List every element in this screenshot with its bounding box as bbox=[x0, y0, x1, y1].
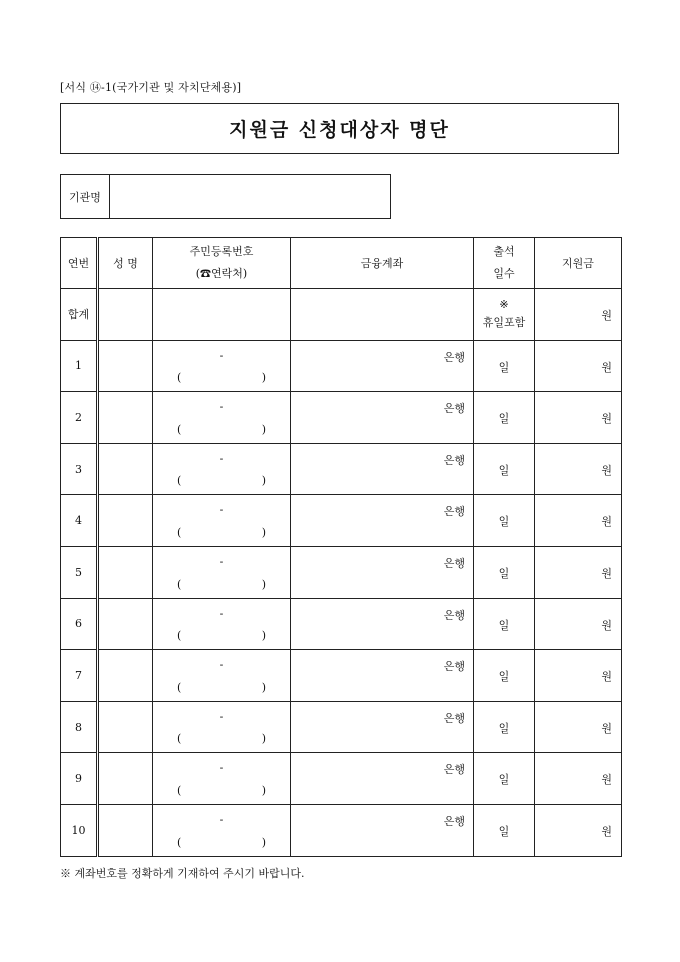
id-contact-cell[interactable] bbox=[153, 495, 291, 547]
contact-paren-open: ( bbox=[177, 525, 182, 539]
contact-paren-open: ( bbox=[177, 422, 182, 436]
applicant-roster-table bbox=[60, 237, 622, 857]
row-number: 8 bbox=[61, 701, 98, 753]
header-amount: 지원금 bbox=[535, 238, 622, 289]
header-id-line1: 주민등록번호 bbox=[189, 245, 254, 258]
contact-paren-close: ) bbox=[261, 783, 266, 797]
bank-label: 은행 bbox=[443, 763, 465, 777]
total-account-cell[interactable] bbox=[291, 289, 474, 341]
amount-unit: 원 bbox=[601, 773, 612, 787]
amount-cell[interactable] bbox=[535, 650, 622, 702]
id-contact-cell[interactable] bbox=[153, 340, 291, 392]
id-contact-cell[interactable] bbox=[153, 701, 291, 753]
bank-label: 은행 bbox=[443, 608, 465, 622]
bank-label: 은행 bbox=[443, 402, 465, 416]
row-number: 3 bbox=[61, 443, 98, 495]
amount-cell[interactable] bbox=[535, 546, 622, 598]
bank-label: 은행 bbox=[443, 453, 465, 467]
contact-paren-close: ) bbox=[261, 422, 266, 436]
bank-label: 은행 bbox=[443, 660, 465, 674]
amount-cell[interactable] bbox=[535, 598, 622, 650]
id-dash: - bbox=[219, 503, 224, 517]
header-days-line2: 일수 bbox=[493, 267, 515, 280]
header-id bbox=[153, 238, 291, 289]
days-unit: 일 bbox=[498, 515, 510, 529]
id-dash: - bbox=[219, 451, 224, 465]
total-amount-cell[interactable] bbox=[535, 289, 622, 341]
id-contact-cell[interactable] bbox=[153, 546, 291, 598]
account-cell[interactable] bbox=[291, 650, 474, 702]
bank-label: 은행 bbox=[443, 711, 465, 725]
days-cell[interactable] bbox=[474, 443, 535, 495]
table-row bbox=[61, 598, 622, 650]
contact-paren-open: ( bbox=[177, 732, 182, 746]
contact-paren-close: ) bbox=[261, 525, 266, 539]
header-days-line1: 출석 bbox=[493, 245, 515, 258]
name-cell[interactable] bbox=[98, 701, 153, 753]
name-cell[interactable] bbox=[98, 443, 153, 495]
header-days bbox=[474, 238, 535, 289]
row-number: 7 bbox=[61, 650, 98, 702]
id-dash: - bbox=[219, 606, 224, 620]
contact-paren-open: ( bbox=[177, 577, 182, 591]
row-number: 6 bbox=[61, 598, 98, 650]
days-cell[interactable] bbox=[474, 495, 535, 547]
table-row bbox=[61, 495, 622, 547]
contact-paren-close: ) bbox=[261, 474, 266, 488]
header-name: 성 명 bbox=[98, 238, 153, 289]
account-cell[interactable] bbox=[291, 546, 474, 598]
amount-unit: 원 bbox=[601, 360, 612, 374]
contact-paren-open: ( bbox=[177, 835, 182, 849]
table-row bbox=[61, 392, 622, 444]
id-dash: - bbox=[219, 709, 224, 723]
amount-unit: 원 bbox=[601, 566, 612, 580]
id-contact-cell[interactable] bbox=[153, 392, 291, 444]
account-cell[interactable] bbox=[291, 804, 474, 856]
days-unit: 일 bbox=[498, 824, 510, 838]
account-cell[interactable] bbox=[291, 340, 474, 392]
amount-unit: 원 bbox=[601, 721, 612, 735]
form-number-label: [서식 ⑭-1(국가기관 및 자치단체용)] bbox=[60, 81, 242, 94]
total-days-note-mark: ※ bbox=[499, 298, 509, 312]
contact-paren-open: ( bbox=[177, 474, 182, 488]
table-row bbox=[61, 546, 622, 598]
days-unit: 일 bbox=[498, 360, 510, 374]
row-number: 5 bbox=[61, 546, 98, 598]
amount-unit: 원 bbox=[601, 670, 612, 684]
amount-unit: 원 bbox=[601, 618, 612, 632]
table-row bbox=[61, 340, 622, 392]
id-contact-cell[interactable] bbox=[153, 804, 291, 856]
name-cell[interactable] bbox=[98, 650, 153, 702]
amount-cell[interactable] bbox=[535, 340, 622, 392]
bank-label: 은행 bbox=[443, 350, 465, 364]
days-unit: 일 bbox=[498, 566, 510, 580]
total-id-cell[interactable] bbox=[153, 289, 291, 341]
account-cell[interactable] bbox=[291, 753, 474, 805]
contact-paren-close: ) bbox=[261, 835, 266, 849]
total-days-cell[interactable] bbox=[474, 289, 535, 341]
bank-label: 은행 bbox=[443, 556, 465, 570]
contact-paren-close: ) bbox=[261, 629, 266, 643]
table-row bbox=[61, 804, 622, 856]
total-amount-unit: 원 bbox=[601, 309, 612, 322]
table-row bbox=[61, 701, 622, 753]
name-cell[interactable] bbox=[98, 753, 153, 805]
amount-cell[interactable] bbox=[535, 804, 622, 856]
days-unit: 일 bbox=[498, 773, 510, 787]
name-cell[interactable] bbox=[98, 340, 153, 392]
days-unit: 일 bbox=[498, 412, 510, 426]
account-cell[interactable] bbox=[291, 701, 474, 753]
days-unit: 일 bbox=[498, 670, 510, 684]
id-dash: - bbox=[219, 348, 224, 362]
document-title-text: 지원금 신청대상자 명단 bbox=[229, 119, 450, 141]
table-row bbox=[61, 753, 622, 805]
name-cell[interactable] bbox=[98, 495, 153, 547]
table-row bbox=[61, 443, 622, 495]
row-number: 10 bbox=[61, 804, 98, 856]
days-cell[interactable] bbox=[474, 340, 535, 392]
days-cell[interactable] bbox=[474, 701, 535, 753]
agency-label: 기관명 bbox=[61, 175, 110, 218]
id-dash: - bbox=[219, 400, 224, 414]
id-contact-cell[interactable] bbox=[153, 443, 291, 495]
contact-paren-open: ( bbox=[177, 371, 182, 385]
total-row bbox=[61, 289, 622, 341]
contact-paren-close: ) bbox=[261, 680, 266, 694]
id-dash: - bbox=[219, 658, 224, 672]
table-row bbox=[61, 650, 622, 702]
header-no: 연번 bbox=[61, 238, 98, 289]
id-dash: - bbox=[219, 812, 224, 826]
amount-unit: 원 bbox=[601, 463, 612, 477]
agency-value-cell[interactable] bbox=[110, 175, 390, 218]
row-number: 2 bbox=[61, 392, 98, 444]
contact-paren-close: ) bbox=[261, 732, 266, 746]
amount-unit: 원 bbox=[601, 824, 612, 838]
name-cell[interactable] bbox=[98, 392, 153, 444]
total-label: 합계 bbox=[61, 289, 98, 341]
id-contact-cell[interactable] bbox=[153, 753, 291, 805]
account-cell[interactable] bbox=[291, 392, 474, 444]
account-cell[interactable] bbox=[291, 443, 474, 495]
contact-paren-open: ( bbox=[177, 680, 182, 694]
account-cell[interactable] bbox=[291, 495, 474, 547]
header-account: 금융계좌 bbox=[291, 238, 474, 289]
days-unit: 일 bbox=[498, 463, 510, 477]
agency-field bbox=[60, 174, 391, 219]
footnote: ※ 계좌번호를 정확하게 기재하여 주시기 바랍니다. bbox=[60, 867, 305, 880]
table-header-row bbox=[61, 238, 622, 289]
bank-label: 은행 bbox=[443, 814, 465, 828]
contact-paren-close: ) bbox=[261, 371, 266, 385]
id-contact-cell[interactable] bbox=[153, 598, 291, 650]
total-name-cell[interactable] bbox=[98, 289, 153, 341]
name-cell[interactable] bbox=[98, 546, 153, 598]
name-cell[interactable] bbox=[98, 598, 153, 650]
contact-paren-open: ( bbox=[177, 783, 182, 797]
contact-paren-close: ) bbox=[261, 577, 266, 591]
name-cell[interactable] bbox=[98, 804, 153, 856]
days-cell[interactable] bbox=[474, 598, 535, 650]
days-cell[interactable] bbox=[474, 804, 535, 856]
id-dash: - bbox=[219, 761, 224, 775]
days-unit: 일 bbox=[498, 618, 510, 632]
amount-cell[interactable] bbox=[535, 701, 622, 753]
days-cell[interactable] bbox=[474, 546, 535, 598]
row-number: 4 bbox=[61, 495, 98, 547]
amount-cell[interactable] bbox=[535, 392, 622, 444]
days-cell[interactable] bbox=[474, 392, 535, 444]
days-cell[interactable] bbox=[474, 753, 535, 805]
days-cell[interactable] bbox=[474, 650, 535, 702]
header-id-line2: (☎연락처) bbox=[195, 267, 248, 280]
amount-cell[interactable] bbox=[535, 495, 622, 547]
amount-unit: 원 bbox=[601, 412, 612, 426]
amount-unit: 원 bbox=[601, 515, 612, 529]
document-title bbox=[60, 103, 619, 154]
total-days-note-text: 휴일포함 bbox=[482, 316, 526, 330]
bank-label: 은행 bbox=[443, 505, 465, 519]
amount-cell[interactable] bbox=[535, 443, 622, 495]
row-number: 1 bbox=[61, 340, 98, 392]
amount-cell[interactable] bbox=[535, 753, 622, 805]
id-contact-cell[interactable] bbox=[153, 650, 291, 702]
id-dash: - bbox=[219, 554, 224, 568]
account-cell[interactable] bbox=[291, 598, 474, 650]
row-number: 9 bbox=[61, 753, 98, 805]
days-unit: 일 bbox=[498, 721, 510, 735]
contact-paren-open: ( bbox=[177, 629, 182, 643]
